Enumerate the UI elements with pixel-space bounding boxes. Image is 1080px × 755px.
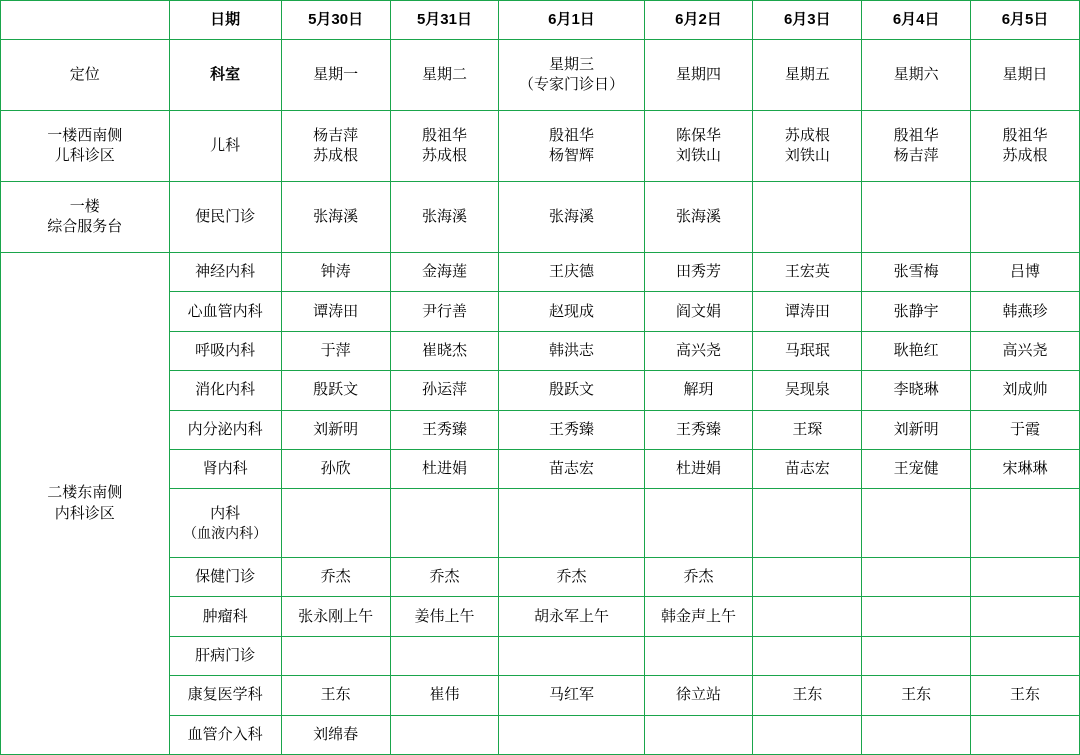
cell-healthcare-d7: [971, 558, 1080, 597]
weekday-3-line1: 星期三: [548, 56, 594, 74]
dept-rehabilitation: 康复医学科: [169, 676, 281, 715]
cell-convenience-d2: [390, 182, 499, 253]
cell-pediatrics-d2: [390, 111, 499, 182]
doctor-name: 苏成根: [784, 126, 830, 144]
cell-rehab-d6: 王东: [862, 676, 971, 715]
cell-vascular-d4: [644, 715, 753, 754]
dept-endocrinology: 内分泌内科: [169, 410, 281, 449]
header-date-3: 6月1日: [499, 1, 644, 40]
cell-hematology-d6: [862, 489, 971, 558]
cell-oncology-d1: 张永刚上午: [281, 597, 390, 636]
cell-cardiology-d2: 尹行善: [390, 292, 499, 331]
dept-hematology-line2: （血液内科）: [183, 524, 268, 541]
header-date-7: 6月5日: [971, 1, 1080, 40]
header-date-2: 5月31日: [390, 1, 499, 40]
cell-respiratory-d5: 马珉珉: [753, 331, 862, 370]
doctor-name: 陈保华: [675, 126, 721, 144]
location-column-label: 定位: [1, 40, 170, 111]
cell-neurology-d2: 金海莲: [390, 253, 499, 292]
cell-gastro-d6: 李晓琳: [862, 371, 971, 410]
cell-gastro-d1: 殷跃文: [281, 371, 390, 410]
cell-healthcare-d6: [862, 558, 971, 597]
cell-vascular-d5: [753, 715, 862, 754]
weekday-4: 星期四: [644, 40, 753, 111]
cell-nephro-d1: 孙欣: [281, 449, 390, 488]
dept-nephrology: 肾内科: [169, 449, 281, 488]
cell-healthcare-d2: 乔杰: [390, 558, 499, 597]
cell-oncology-d6: [862, 597, 971, 636]
doctor-name: 杨吉萍: [313, 126, 359, 144]
doctor-name: 苏成根: [313, 147, 359, 165]
cell-oncology-d4: 韩金声上午: [644, 597, 753, 636]
cell-endo-d5: 王琛: [753, 410, 862, 449]
cell-healthcare-d1: 乔杰: [281, 558, 390, 597]
cell-hematology-d7: [971, 489, 1080, 558]
table-row: [1, 111, 1080, 182]
cell-hematology-d1: [281, 489, 390, 558]
doctor-name: 张海溪: [675, 208, 721, 226]
cell-neurology-d3: 王庆德: [499, 253, 644, 292]
cell-pediatrics-d1: [281, 111, 390, 182]
doctor-name: 张海溪: [548, 208, 594, 226]
cell-endo-d3: 王秀臻: [499, 410, 644, 449]
weekday-7: 星期日: [971, 40, 1080, 111]
dept-hematology-line1: 内科: [210, 504, 241, 522]
cell-hematology-d5: [753, 489, 862, 558]
header-date-5: 6月3日: [753, 1, 862, 40]
weekday-5: 星期五: [753, 40, 862, 111]
cell-liver-d2: [390, 636, 499, 675]
dept-hematology: [169, 489, 281, 558]
cell-convenience-d1: [281, 182, 390, 253]
cell-nephro-d3: 苗志宏: [499, 449, 644, 488]
header-date-6: 6月4日: [862, 1, 971, 40]
cell-liver-d4: [644, 636, 753, 675]
weekday-6: 星期六: [862, 40, 971, 111]
cell-neurology-d7: 吕博: [971, 253, 1080, 292]
cell-cardiology-d1: 谭涛田: [281, 292, 390, 331]
doctor-name: 张海溪: [421, 208, 467, 226]
cell-liver-d6: [862, 636, 971, 675]
cell-pediatrics-d4: [644, 111, 753, 182]
cell-gastro-d4: 解玥: [644, 371, 753, 410]
cell-nephro-d2: 杜进娟: [390, 449, 499, 488]
dept-neurology: 神经内科: [169, 253, 281, 292]
cell-nephro-d6: 王宠健: [862, 449, 971, 488]
doctor-name: 殷祖华: [548, 126, 594, 144]
cell-liver-d5: [753, 636, 862, 675]
location-service-desk: [1, 182, 170, 253]
weekday-1: 星期一: [281, 40, 390, 111]
cell-respiratory-d6: 耿艳红: [862, 331, 971, 370]
cell-healthcare-d3: 乔杰: [499, 558, 644, 597]
dept-liver-clinic: 肝病门诊: [169, 636, 281, 675]
doctor-name: 苏成根: [421, 147, 467, 165]
doctor-name: 苏成根: [1002, 147, 1048, 165]
table-weekday-row: [1, 40, 1080, 111]
cell-respiratory-d3: 韩洪志: [499, 331, 644, 370]
cell-gastro-d5: 吴现泉: [753, 371, 862, 410]
location-pediatrics: [1, 111, 170, 182]
dept-cardiology: 心血管内科: [169, 292, 281, 331]
location-service-desk-line2: 综合服务台: [47, 218, 123, 236]
location-pediatrics-line1: 一楼西南侧: [47, 126, 123, 144]
cell-healthcare-d4: 乔杰: [644, 558, 753, 597]
cell-endo-d1: 刘新明: [281, 410, 390, 449]
dept-pediatrics: 儿科: [169, 111, 281, 182]
cell-endo-d6: 刘新明: [862, 410, 971, 449]
cell-nephro-d4: 杜进娟: [644, 449, 753, 488]
location-pediatrics-line2: 儿科诊区: [54, 147, 115, 165]
cell-cardiology-d3: 赵现成: [499, 292, 644, 331]
cell-hematology-d4: [644, 489, 753, 558]
cell-vascular-d3: [499, 715, 644, 754]
header-date-label: 日期: [169, 1, 281, 40]
cell-convenience-d7: [971, 182, 1080, 253]
dept-oncology: 肿瘤科: [169, 597, 281, 636]
cell-gastro-d2: 孙运萍: [390, 371, 499, 410]
cell-vascular-d6: [862, 715, 971, 754]
cell-gastro-d7: 刘成帅: [971, 371, 1080, 410]
header-date-1: 5月30日: [281, 1, 390, 40]
dept-respiratory: 呼吸内科: [169, 331, 281, 370]
dept-health-care: 保健门诊: [169, 558, 281, 597]
cell-hematology-d3: [499, 489, 644, 558]
doctor-name: 刘铁山: [784, 147, 830, 165]
dept-vascular-intervention: 血管介入科: [169, 715, 281, 754]
cell-neurology-d4: 田秀芳: [644, 253, 753, 292]
location-internal-medicine: [1, 253, 170, 755]
cell-rehab-d4: 徐立站: [644, 676, 753, 715]
cell-respiratory-d2: 崔晓杰: [390, 331, 499, 370]
header-date-4: 6月2日: [644, 1, 753, 40]
cell-pediatrics-d7: [971, 111, 1080, 182]
doctor-name: 杨吉萍: [893, 147, 939, 165]
cell-cardiology-d6: 张静宇: [862, 292, 971, 331]
cell-rehab-d7: 王东: [971, 676, 1080, 715]
cell-convenience-d4: [644, 182, 753, 253]
cell-pediatrics-d3: [499, 111, 644, 182]
cell-neurology-d1: 钟涛: [281, 253, 390, 292]
cell-cardiology-d7: 韩燕珍: [971, 292, 1080, 331]
cell-vascular-d7: [971, 715, 1080, 754]
cell-hematology-d2: [390, 489, 499, 558]
cell-endo-d7: 于霞: [971, 410, 1080, 449]
cell-liver-d1: [281, 636, 390, 675]
cell-neurology-d6: 张雪梅: [862, 253, 971, 292]
cell-endo-d4: 王秀臻: [644, 410, 753, 449]
weekday-3: [499, 40, 644, 111]
weekday-3-line2: （专家门诊日）: [518, 76, 624, 94]
dept-gastroenterology: 消化内科: [169, 371, 281, 410]
cell-rehab-d3: 马红军: [499, 676, 644, 715]
location-internal-medicine-line1: 二楼东南侧: [47, 484, 123, 502]
cell-oncology-d5: [753, 597, 862, 636]
cell-pediatrics-d6: [862, 111, 971, 182]
doctor-name: 殷祖华: [421, 126, 467, 144]
cell-oncology-d7: [971, 597, 1080, 636]
cell-oncology-d3: 胡永军上午: [499, 597, 644, 636]
cell-neurology-d5: 王宏英: [753, 253, 862, 292]
cell-respiratory-d4: 高兴尧: [644, 331, 753, 370]
cell-rehab-d5: 王东: [753, 676, 862, 715]
cell-convenience-d3: [499, 182, 644, 253]
doctor-name: 殷祖华: [893, 126, 939, 144]
cell-liver-d7: [971, 636, 1080, 675]
cell-vascular-d1: 刘绵春: [281, 715, 390, 754]
header-corner-cell: [1, 1, 170, 40]
cell-convenience-d6: [862, 182, 971, 253]
cell-rehab-d2: 崔伟: [390, 676, 499, 715]
cell-vascular-d2: [390, 715, 499, 754]
table-row: [1, 182, 1080, 253]
doctor-name: 殷祖华: [1002, 126, 1048, 144]
cell-oncology-d2: 姜伟上午: [390, 597, 499, 636]
cell-nephro-d5: 苗志宏: [753, 449, 862, 488]
cell-endo-d2: 王秀臻: [390, 410, 499, 449]
doctor-name: 张海溪: [313, 208, 359, 226]
cell-cardiology-d5: 谭涛田: [753, 292, 862, 331]
dept-column-label: 科室: [169, 40, 281, 111]
cell-convenience-d5: [753, 182, 862, 253]
cell-liver-d3: [499, 636, 644, 675]
location-service-desk-line1: 一楼: [69, 197, 100, 215]
cell-rehab-d1: 王东: [281, 676, 390, 715]
cell-gastro-d3: 殷跃文: [499, 371, 644, 410]
weekday-2: 星期二: [390, 40, 499, 111]
dept-convenience-clinic: 便民门诊: [169, 182, 281, 253]
doctor-name: 杨智辉: [548, 147, 594, 165]
cell-healthcare-d5: [753, 558, 862, 597]
cell-respiratory-d7: 高兴尧: [971, 331, 1080, 370]
doctor-name: 刘铁山: [675, 147, 721, 165]
table-row: [1, 253, 1080, 292]
cell-pediatrics-d5: [753, 111, 862, 182]
cell-respiratory-d1: 于萍: [281, 331, 390, 370]
table-header-row: [1, 1, 1080, 40]
cell-nephro-d7: 宋琳琳: [971, 449, 1080, 488]
location-internal-medicine-line2: 内科诊区: [54, 504, 115, 522]
cell-cardiology-d4: 阎文娟: [644, 292, 753, 331]
